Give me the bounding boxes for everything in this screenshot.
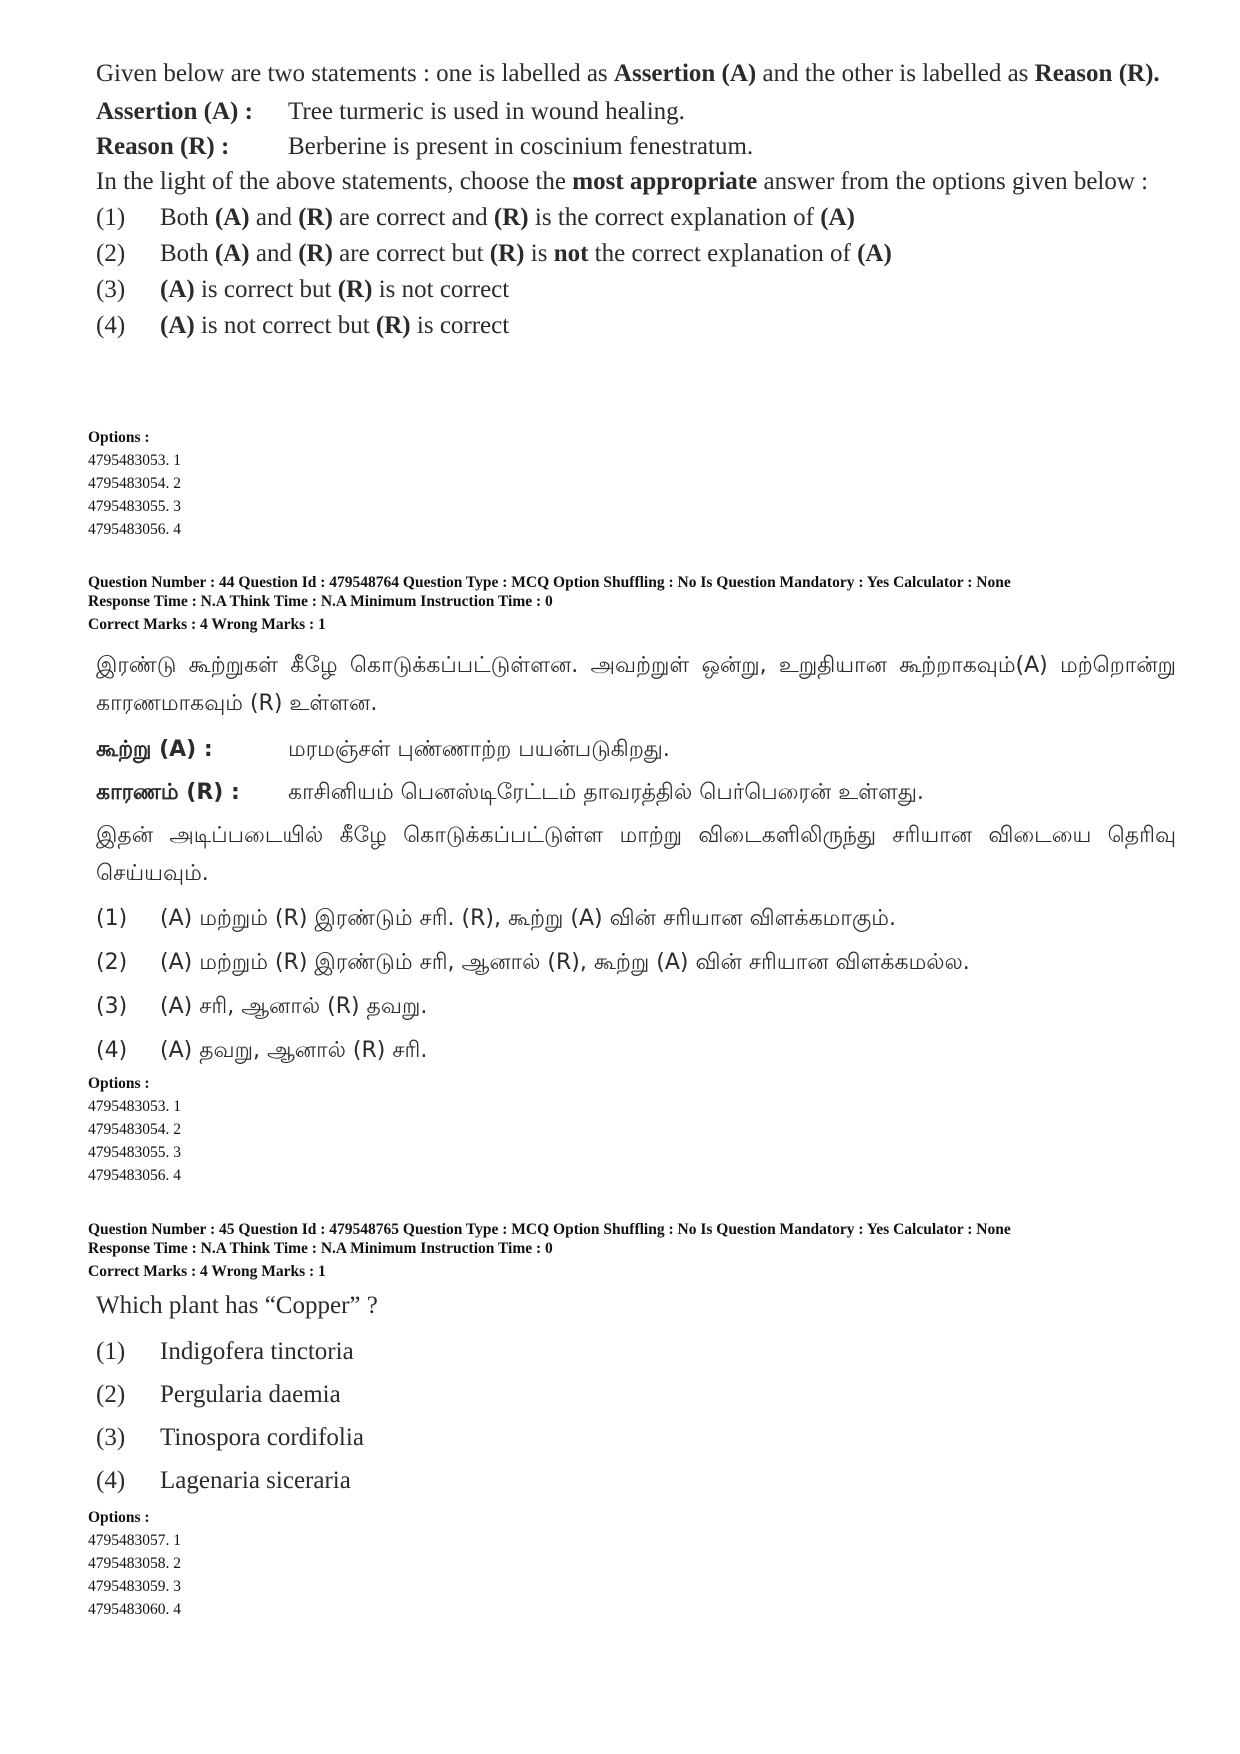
q43-option-1[interactable]: (1) Both (A) and (R) are correct and (R) is the correct explanation of (A) [96,204,855,231]
option-id: 4795483055. 3 [88,1144,181,1161]
options-title: Options : [88,429,150,446]
question-45-body [96,1290,1176,1502]
q43-options-list [88,426,181,541]
reason-text: Berberine is present in coscinium fenestratum. [288,133,754,160]
option-id: 4795483056. 4 [88,521,181,538]
q44-prompt: இதன் அடிப்படையில் கீழே கொடுக்கப்பட்டுள்ள மாற்று விடைகளிலிருந்து சரியான விடையை தெரிவு செய்யவும். [96,823,1176,886]
q43-prompt: In the light of the above statements, choose the most appropriate answer from the options given below : [96,168,1149,195]
q44-meta: Question Number : 44 Question Id : 479548764 Question Type : MCQ Option Shuffling : No Is Question Mandatory : Yes Calculator : None Response Time : N.A Think Time : N.A Minimum Instruction Time : 0 Correct Marks : 4 Wrong Marks : 1 [88,574,1011,633]
assertion-text: மரமஞ்சள் புண்ணாற்ற பயன்படுகிறது. [288,737,670,762]
assertion-label: Assertion (A) : [96,98,253,125]
q45-meta: Question Number : 45 Question Id : 479548765 Question Type : MCQ Option Shuffling : No Is Question Mandatory : Yes Calculator : None Response Time : N.A Think Time : N.A Minimum Instruction Time : 0 Correct Marks : 4 Wrong Marks : 1 [88,1221,1011,1280]
option-id: 4795483054. 2 [88,475,181,492]
q45-question: Which plant has “Copper” ? [96,1292,378,1319]
reason-label: காரணம் (R) : [96,780,240,805]
q43-option-2[interactable]: (2) Both (A) and (R) are correct but (R) is not the correct explanation of (A) [96,240,892,267]
q43-intro: Given below are two statements : one is labelled as Assertion (A) and the other is labelled as Reason (R). [96,60,1160,87]
q45-options-list [88,1506,181,1621]
assertion-label: கூற்று (A) : [96,737,213,762]
q44-option-4[interactable]: (4) (A) தவறு, ஆனால் (R) சரி. [96,1038,428,1063]
option-id: 4795483054. 2 [88,1121,181,1138]
question-44-body [96,647,1176,1073]
q44-options-list [88,1072,181,1187]
option-id: 4795483055. 3 [88,498,181,515]
option-id: 4795483060. 4 [88,1601,181,1618]
q44-reason [96,774,1176,812]
q45-option-2[interactable]: (2) Pergularia daemia [96,1381,341,1408]
assertion-text: Tree turmeric is used in wound healing. [288,98,685,125]
reason-label: Reason (R) : [96,133,230,160]
q45-option-4[interactable]: (4) Lagenaria siceraria [96,1467,351,1494]
option-id: 4795483053. 1 [88,1098,181,1115]
q43-option-3[interactable]: (3) (A) is correct but (R) is not correct [96,276,510,303]
option-id: 4795483058. 2 [88,1555,181,1572]
q43-option-4[interactable]: (4) (A) is not correct but (R) is correct [96,312,510,339]
options-title: Options : [88,1509,150,1526]
question-43-body [96,58,1176,344]
q44-assertion [96,731,1176,769]
q44-option-3[interactable]: (3) (A) சரி, ஆனால் (R) தவறு. [96,994,428,1019]
option-id: 4795483053. 1 [88,452,181,469]
q45-option-3[interactable]: (3) Tinospora cordifolia [96,1424,364,1451]
reason-text: காசினியம் பெனஸ்டிரேட்டம் தாவரத்தில் பெர்பெரைன் உள்ளது. [288,780,924,805]
q44-option-2[interactable]: (2) (A) மற்றும் (R) இரண்டும் சரி, ஆனால் (R), கூற்று (A) வின் சரியான விளக்கமல்ல. [96,950,970,975]
q44-intro: இரண்டு கூற்றுகள் கீழே கொடுக்கப்பட்டுள்ளன. அவற்றுள் ஒன்று, உறுதியான கூற்றாகவும்(A) மற்றொன்று காரணமாகவும் (R) உள்ளன. [96,653,1176,716]
option-id: 4795483056. 4 [88,1167,181,1184]
q45-option-1[interactable]: (1) Indigofera tinctoria [96,1338,354,1365]
options-title: Options : [88,1075,150,1092]
q43-reason [96,131,1176,163]
option-id: 4795483057. 1 [88,1532,181,1549]
q43-assertion [96,96,1176,128]
option-id: 4795483059. 3 [88,1578,181,1595]
q44-option-1[interactable]: (1) (A) மற்றும் (R) இரண்டும் சரி. (R), கூற்று (A) வின் சரியான விளக்கமாகும். [96,906,896,931]
